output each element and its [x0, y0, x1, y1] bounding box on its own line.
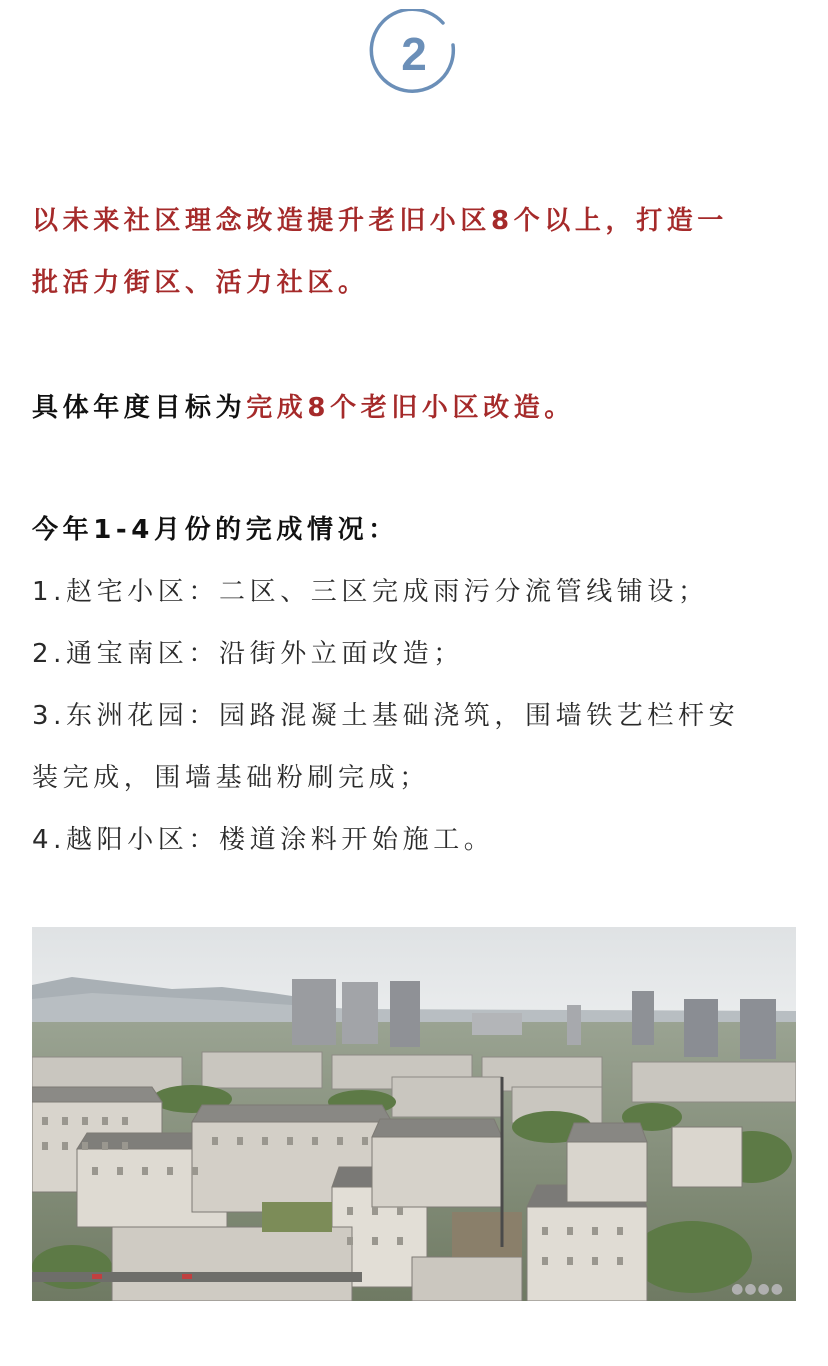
progress-item-3: 3.东洲花园：园路混凝土基础浇筑，围墙铁艺栏杆安	[32, 701, 740, 731]
aerial-community-photo	[32, 927, 796, 1301]
progress-item-2: 2.通宝南区：沿街外立面改造；	[32, 639, 464, 669]
photo-watermark: ●●●●	[731, 1281, 784, 1297]
goal-line-1: 以未来社区理念改造提升老旧小区8个以上，打造一	[32, 206, 728, 236]
annual-target-highlight: 完成8个老旧小区改造。	[246, 393, 575, 423]
annual-target-prefix: 具体年度目标为	[32, 393, 247, 423]
progress-item-4: 4.越阳小区：楼道涂料开始施工。	[32, 825, 495, 855]
section-number: 2	[401, 28, 427, 80]
progress-item-1: 1.赵宅小区：二区、三区完成雨污分流管线铺设；	[32, 577, 709, 607]
section-number-badge	[369, 9, 459, 99]
goal-line-2: 批活力街区、活力社区。	[32, 268, 369, 298]
annual-target	[32, 387, 798, 424]
progress-heading: 今年1-4月份的完成情况：	[32, 515, 399, 545]
progress-item-3-continued: 装完成，围墙基础粉刷完成；	[32, 763, 430, 793]
